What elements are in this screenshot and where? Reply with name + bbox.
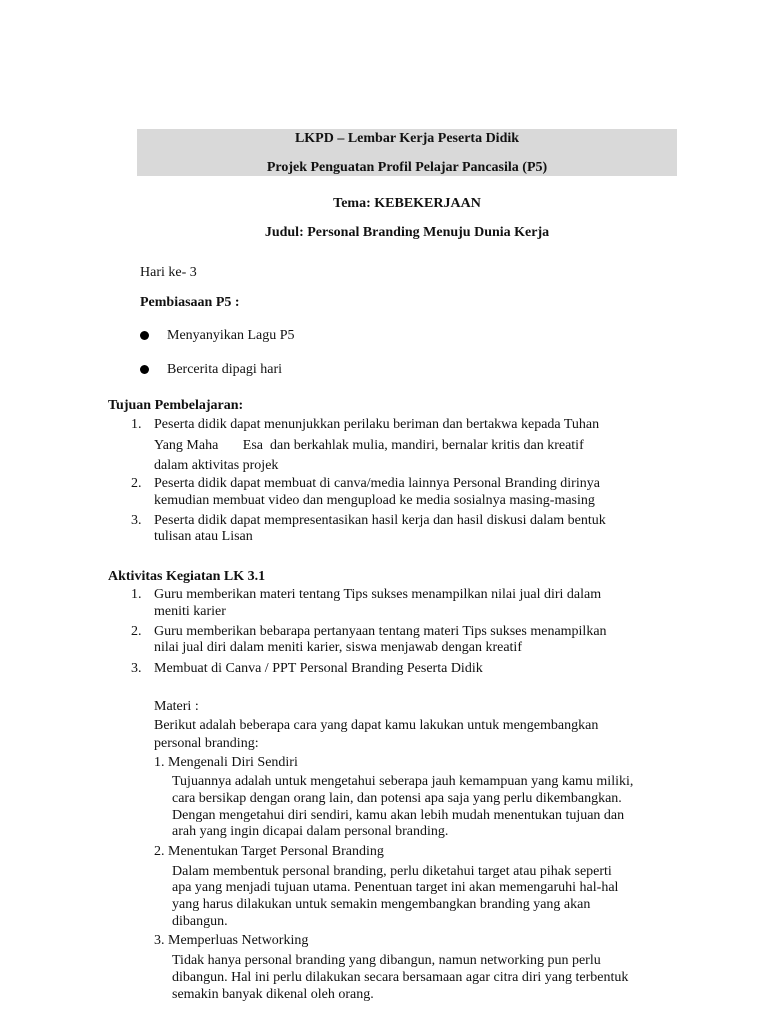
materi-section-line: Tidak hanya personal branding yang dibangun, namun networking pun perlu (172, 953, 601, 968)
list-item-line: Peserta didik dapat mempresentasikan hasil kerja dan hasil diskusi dalam bentuk (154, 513, 606, 528)
pembiasaan-title: Pembiasaan P5 : (140, 295, 240, 310)
list-item-line: Membuat di Canva / PPT Personal Branding Peserta Didik (154, 661, 483, 676)
materi-section-line: arah yang ingin dicapai dalam personal branding. (172, 824, 449, 839)
list-item-line: Peserta didik dapat membuat di canva/media lainnya Personal Branding dirinya (154, 476, 600, 491)
list-item-line: Guru memberikan bebarapa pertanyaan tentang materi Tips sukses menampilkan (154, 624, 607, 639)
list-number: 3. (131, 661, 142, 676)
header-line-2: Projek Penguatan Profil Pelajar Pancasila (P5) (266, 160, 548, 175)
header-line-1: LKPD – Lembar Kerja Peserta Didik (294, 131, 520, 146)
tema-heading: Tema: KEBEKERJAAN (333, 196, 481, 211)
materi-section-line: Tujuannya adalah untuk mengetahui seberapa jauh kemampuan yang kamu miliki, (172, 774, 634, 789)
list-item-line: meniti karier (154, 604, 226, 619)
pembiasaan-item: Menyanyikan Lagu P5 (167, 328, 295, 343)
materi-section-line: Dalam membentuk personal branding, perlu diketahui target atau pihak seperti (172, 864, 612, 879)
bullet-icon (140, 365, 149, 374)
list-number: 2. (131, 624, 142, 639)
materi-section-line: yang harus dilakukan untuk semakin mengembangkan branding yang akan (172, 897, 591, 912)
list-item-line: Guru memberikan materi tentang Tips sukses menampilkan nilai jual diri dalam (154, 587, 602, 602)
materi-section-line: Dengan mengetahui diri sendiri, kamu akan lebih mudah menentukan tujuan dan (172, 808, 625, 823)
materi-section-line: semakin banyak dikenal oleh orang. (172, 987, 374, 1002)
list-number: 2. (131, 476, 142, 491)
list-item-line: Peserta didik dapat menunjukkan perilaku beriman dan bertakwa kepada Tuhan (154, 417, 600, 432)
materi-intro-line: Berikut adalah beberapa cara yang dapat kamu lakukan untuk mengembangkan (154, 718, 599, 733)
pembiasaan-item: Bercerita dipagi hari (167, 362, 283, 377)
materi-section-line: apa yang menjadi tujuan utama. Penentuan target ini akan memengaruhi hal-hal (172, 880, 619, 895)
judul-heading: Judul: Personal Branding Menuju Dunia Kerja (264, 225, 550, 240)
materi-section-line: dibangun. Hal ini perlu dilakukan secara bersamaan agar citra diri yang terbentuk (172, 970, 629, 985)
list-number: 1. (131, 417, 142, 432)
materi-section-line: cara bersikap dengan orang lain, dan potensi apa saja yang perlu dikembangkan. (172, 791, 622, 806)
list-item-line: Yang Maha Esa dan berkahlak mulia, mandiri, bernalar kritis dan kreatif (154, 438, 584, 453)
materi-label: Materi : (154, 699, 199, 714)
hari-label: Hari ke- 3 (140, 265, 197, 280)
materi-section-heading: 2. Menentukan Target Personal Branding (154, 844, 384, 859)
materi-section-heading: 3. Memperluas Networking (154, 933, 309, 948)
tujuan-title: Tujuan Pembelajaran: (108, 398, 244, 413)
list-item-line: kemudian membuat video dan mengupload ke media sosialnya masing-masing (154, 493, 595, 508)
list-item-line: tulisan atau Lisan (154, 529, 253, 544)
list-number: 3. (131, 513, 142, 528)
materi-intro-line: personal branding: (154, 736, 259, 751)
aktivitas-title: Aktivitas Kegiatan LK 3.1 (108, 569, 266, 584)
materi-section-line: dibangun. (172, 914, 228, 929)
materi-section-heading: 1. Mengenali Diri Sendiri (154, 755, 298, 770)
bullet-icon (140, 331, 149, 340)
list-number: 1. (131, 587, 142, 602)
list-item-line: nilai jual diri dalam meniti karier, siswa menjawab dengan kreatif (154, 640, 522, 655)
list-item-line: dalam aktivitas projek (154, 458, 279, 473)
